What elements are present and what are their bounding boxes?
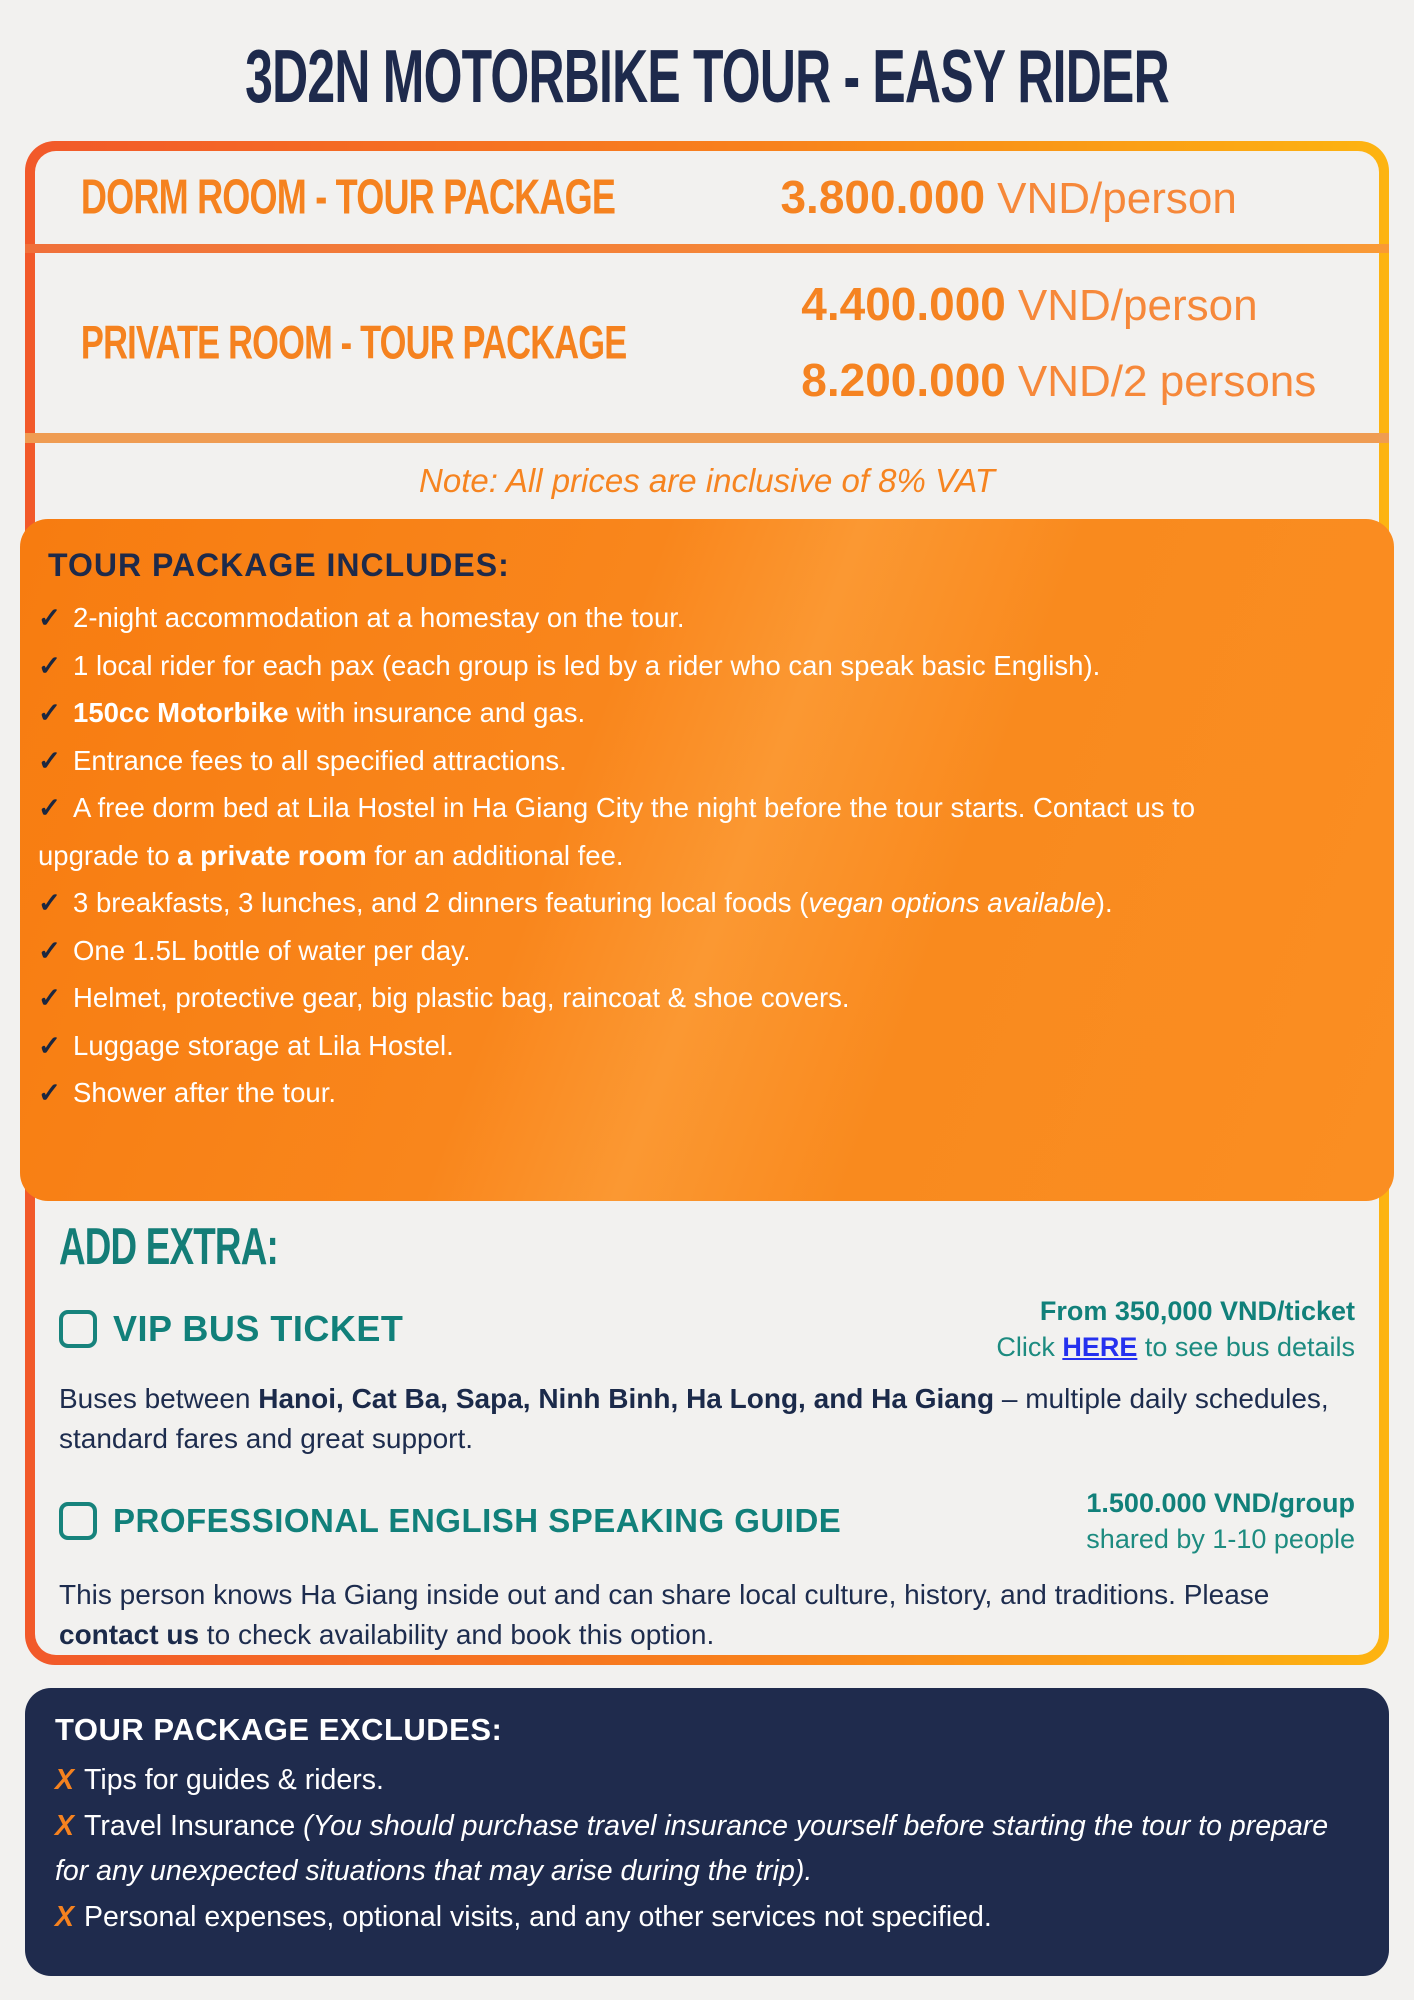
guide-checkbox[interactable] [59,1502,97,1540]
check-icon: ✓ [38,934,62,966]
check-icon: ✓ [38,887,62,918]
row-divider [25,244,1389,253]
add-extra-heading: ADD EXTRA: [59,1216,278,1276]
desc-text-bold: contact us [59,1619,200,1650]
tour-excludes-box [25,1688,1389,1976]
check-icon: ✓ [38,1029,62,1061]
item-text: Shower after the tour. [73,1077,336,1108]
private-room-label: PRIVATE ROOM - TOUR PACKAGE [80,316,627,369]
price-amount: 8.200.000 [801,354,1006,406]
dorm-room-label: DORM ROOM - TOUR PACKAGE [80,169,616,225]
link-post-text: to see bus details [1137,1332,1355,1362]
includes-heading: TOUR PACKAGE INCLUDES: [48,547,510,583]
price-unit: VND/person [1017,281,1258,330]
dorm-room-price [780,160,1236,236]
includes-list [38,594,1208,1117]
check-icon: ✓ [38,744,62,776]
list-item [38,927,1208,975]
x-icon: X [55,1900,75,1933]
list-item [38,737,1208,785]
check-icon: ✓ [38,792,62,823]
list-item [38,974,1208,1022]
item-text: Helmet, protective gear, big plastic bag, raincoat & shoe covers. [73,982,850,1013]
note-divider [25,433,1389,443]
desc-text: Buses between [59,1383,259,1414]
item-text: with insurance and gas. [288,697,586,728]
tour-includes-box [20,519,1394,1201]
item-text: One 1.5L bottle of water per day. [73,934,471,966]
desc-text: to check availability and book this option. [199,1619,715,1650]
item-text: 2-night accommodation at a homestay on the tour. [73,602,685,633]
pricing-table [25,141,1389,1665]
check-icon: ✓ [38,649,62,681]
desc-text-bold: Hanoi, Cat Ba, Sapa, Ninh Binh, Ha Long, and Ha Giang [258,1383,995,1414]
item-text: 3 breakfasts, 3 lunches, and 2 dinners featuring local foods ( [73,887,809,918]
pricing-row-private [35,253,1379,433]
link-pre-text: Click [996,1332,1063,1362]
vip-bus-link-line [996,1329,1355,1365]
guide-price-sub: shared by 1-10 people [1086,1524,1355,1554]
check-icon: ✓ [38,982,62,1013]
item-text: Travel Insurance [84,1809,304,1842]
vip-bus-left [59,1308,403,1350]
price-line [801,343,1316,419]
list-item [55,1804,1359,1895]
add-extra-section [35,1201,1379,1655]
list-item [38,1022,1208,1070]
check-icon: ✓ [38,697,62,728]
vip-bus-price: From 350,000 VND/ticket [1039,1296,1355,1326]
excludes-heading: TOUR PACKAGE EXCLUDES: [55,1712,503,1747]
item-text: Entrance fees to all specified attractions. [73,744,567,776]
page-title: 3D2N MOTORBIKE TOUR - EASY RIDER [245,33,1169,119]
list-item [38,689,1208,737]
private-room-prices [801,267,1316,419]
guide-pricing [1086,1485,1355,1557]
desc-text: – multiple daily schedules, standard fares and great support. [59,1383,1329,1454]
list-item [38,642,1208,690]
item-text: A free dorm bed at Lila Hostel in Ha Giang City the night before the tour starts. Contact us to upgrade to [38,792,1196,871]
guide-price: 1.500.000 VND/group [1086,1488,1355,1518]
item-text-bold: 150cc Motorbike [73,697,289,728]
guide-description [59,1575,1355,1655]
bus-details-link[interactable]: HERE [1062,1332,1138,1362]
item-text-italic: vegan options available [808,887,1096,918]
price-amount: 4.400.000 [801,278,1006,330]
list-item [55,1758,1359,1804]
vip-bus-option [59,1293,1355,1365]
item-text: Personal expenses, optional visits, and any other services not specified. [84,1900,992,1933]
item-text: 1 local rider for each pax (each group is led by a rider who can speak basic English). [73,649,1101,681]
check-icon: ✓ [38,602,62,633]
item-text-bold: a private room [177,839,367,871]
list-item [38,1069,1208,1117]
guide-left [59,1502,841,1540]
item-text: for an additional fee. [366,839,624,871]
x-icon: X [55,1809,75,1842]
check-icon: ✓ [38,1077,62,1108]
item-text: Luggage storage at Lila Hostel. [73,1029,454,1061]
list-item [38,879,1208,927]
x-icon: X [55,1764,75,1796]
list-item [38,594,1208,642]
vip-bus-label: VIP BUS TICKET [113,1308,404,1349]
vip-bus-pricing [996,1293,1355,1365]
item-text-italic: (You should purchase travel insurance yourself before starting the tour to prepare for any unexpected situations that may arise during the trip). [55,1809,1329,1887]
list-item [55,1895,1359,1941]
item-text: ). [1095,887,1113,918]
price-line [780,160,1236,236]
guide-label: PROFESSIONAL ENGLISH SPEAKING GUIDE [113,1502,842,1539]
price-line [801,267,1316,343]
list-item [38,784,1208,879]
price-amount: 3.800.000 [780,170,986,223]
price-unit: VND/person [997,173,1237,223]
vip-bus-checkbox[interactable] [59,1310,97,1348]
price-unit: VND/2 persons [1017,357,1317,406]
guide-option [59,1485,1355,1557]
vat-note: Note: All prices are inclusive of 8% VAT [419,462,995,499]
item-text: Tips for guides & riders. [84,1764,384,1796]
pricing-row-dorm [35,151,1379,244]
desc-text: This person knows Ha Giang inside out and can share local culture, history, and traditions. Please [59,1579,1270,1610]
vip-bus-description [59,1379,1355,1459]
